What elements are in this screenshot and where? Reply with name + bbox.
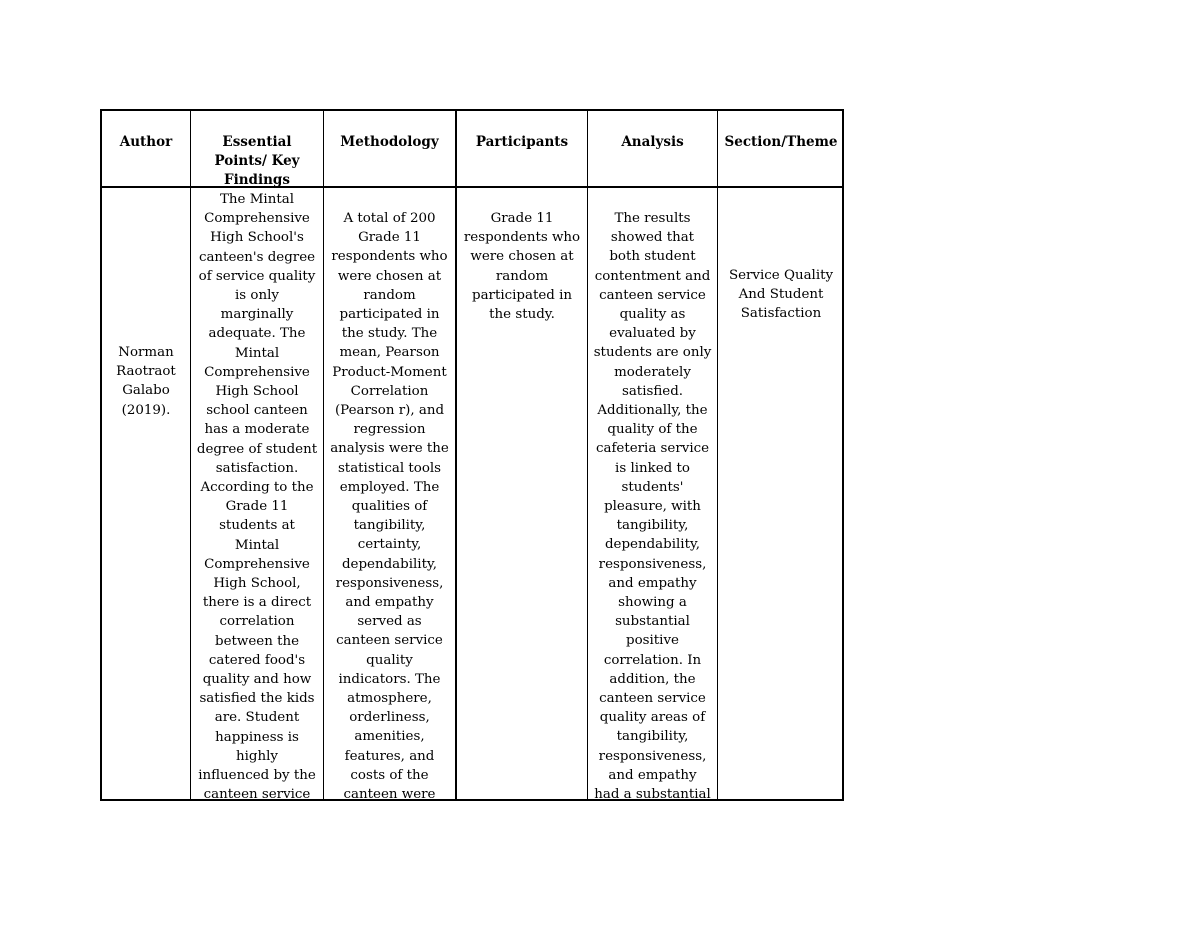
text-line: The Mintal bbox=[219, 192, 294, 207]
text-line: quality of the bbox=[607, 422, 698, 438]
text-line: certainty, bbox=[357, 537, 422, 553]
table-header-row bbox=[102, 111, 842, 188]
text-line: High School bbox=[215, 384, 299, 400]
text-line: is linked to bbox=[615, 460, 690, 476]
text-line: addition, the bbox=[609, 671, 696, 687]
cell-author bbox=[102, 188, 190, 801]
text-line: between the bbox=[215, 633, 299, 649]
text-line: quality and how bbox=[202, 672, 312, 688]
text-line: Essential bbox=[222, 134, 292, 150]
text-line: atmosphere, bbox=[347, 691, 432, 707]
text-line: participated in bbox=[472, 287, 572, 303]
text-line: Comprehensive bbox=[204, 211, 310, 227]
text-line: canteen were bbox=[343, 787, 436, 801]
text-line: of service quality bbox=[198, 268, 316, 284]
header-author bbox=[102, 111, 190, 186]
text-line: Norman bbox=[118, 345, 174, 360]
text-line: Comprehensive bbox=[204, 556, 310, 572]
text-line: there is a direct bbox=[202, 595, 312, 611]
cell-methodology bbox=[324, 188, 455, 801]
text-line: correlation. In bbox=[603, 652, 702, 668]
text-line: canteen service bbox=[203, 787, 311, 801]
text-line: contentment and bbox=[594, 268, 711, 284]
table-row bbox=[102, 188, 842, 801]
text-line: Grade 11 bbox=[358, 230, 421, 246]
text-line: happiness is bbox=[215, 729, 299, 745]
text-line: canteen service bbox=[599, 691, 706, 707]
text-line: tangibility, bbox=[353, 518, 426, 534]
text-line: (Pearson r), and bbox=[334, 403, 445, 419]
text-line: Additionally, the bbox=[597, 403, 708, 419]
text-line: Galabo bbox=[122, 383, 170, 399]
text-line: dependability, bbox=[341, 556, 437, 572]
text-line: were chosen at bbox=[470, 249, 574, 265]
text-line: the study. bbox=[489, 307, 555, 323]
text-line: qualities of bbox=[351, 499, 428, 515]
text-line: And Student bbox=[738, 287, 824, 303]
text-line: evaluated by bbox=[609, 326, 696, 342]
header-findings bbox=[191, 111, 323, 186]
text-line: responsiveness, bbox=[598, 748, 707, 764]
text-line: respondents who bbox=[331, 249, 448, 265]
text-line: quality areas of bbox=[599, 710, 706, 726]
text-line: canteen service bbox=[599, 287, 706, 303]
text-line: canteen service bbox=[336, 633, 443, 649]
text-line: costs of the bbox=[350, 767, 429, 783]
header-methodology bbox=[324, 111, 455, 186]
text-line: were chosen at bbox=[337, 268, 442, 284]
text-line: degree of student bbox=[196, 441, 318, 457]
text-line: showed that bbox=[610, 230, 695, 246]
text-line: students' bbox=[621, 479, 684, 495]
text-line: employed. The bbox=[339, 479, 440, 495]
text-line: pleasure, with bbox=[604, 499, 701, 515]
text-line: According to the bbox=[200, 480, 314, 496]
text-line: tangibility, bbox=[616, 518, 689, 534]
text-line: Correlation bbox=[350, 383, 429, 399]
text-line: the study. The bbox=[341, 326, 438, 342]
text-line: and empathy bbox=[608, 575, 697, 591]
text-line: regression bbox=[353, 422, 426, 438]
text-line: statistical tools bbox=[337, 460, 442, 476]
header-theme bbox=[718, 111, 842, 186]
text-line: catered food's bbox=[208, 652, 306, 668]
text-line: and empathy bbox=[345, 595, 434, 611]
text-line: Author bbox=[119, 134, 173, 150]
text-line: marginally bbox=[220, 307, 294, 323]
text-line: Analysis bbox=[621, 134, 684, 150]
text-line: has a moderate bbox=[204, 422, 310, 438]
text-line: had a substantial bbox=[594, 787, 711, 801]
text-line: random bbox=[495, 268, 549, 284]
text-line: influenced by the bbox=[198, 768, 316, 784]
text-line: respondents who bbox=[463, 230, 581, 246]
header-participants bbox=[457, 111, 587, 186]
text-line: Service Quality bbox=[728, 268, 834, 283]
text-line: satisfied. bbox=[621, 383, 684, 399]
text-line: adequate. The bbox=[208, 326, 306, 342]
cell-theme bbox=[718, 188, 842, 801]
text-line: canteen's degree bbox=[198, 249, 316, 265]
text-line: responsiveness, bbox=[335, 575, 444, 591]
text-line: school canteen bbox=[206, 403, 308, 419]
text-line: cafeteria service bbox=[595, 441, 710, 457]
text-line: students at bbox=[219, 518, 295, 534]
text-line: mean, Pearson bbox=[339, 345, 440, 361]
cell-findings bbox=[191, 188, 323, 801]
text-line: responsiveness, bbox=[598, 556, 707, 572]
text-line: Comprehensive bbox=[204, 364, 310, 380]
text-line: Mintal bbox=[234, 537, 280, 553]
text-line: indicators. The bbox=[338, 671, 441, 687]
text-line: moderately bbox=[614, 364, 691, 380]
text-line: both student bbox=[609, 249, 696, 265]
text-line: positive bbox=[626, 633, 679, 649]
text-line: quality bbox=[366, 652, 413, 668]
text-line: random bbox=[363, 287, 416, 303]
text-line: analysis were the bbox=[330, 441, 449, 457]
text-line: Methodology bbox=[340, 134, 439, 150]
text-line: tangibility, bbox=[616, 729, 689, 745]
text-line: Findings bbox=[224, 172, 290, 188]
text-line: is only bbox=[235, 288, 279, 304]
text-line: Participants bbox=[475, 134, 569, 150]
text-line: orderliness, bbox=[349, 710, 430, 726]
text-line: A total of 200 bbox=[343, 211, 436, 226]
text-line: dependability, bbox=[604, 537, 700, 553]
text-line: participated in bbox=[339, 307, 440, 323]
text-line: substantial bbox=[615, 614, 690, 630]
text-line: quality as bbox=[619, 307, 686, 323]
text-line: served as bbox=[357, 614, 422, 630]
text-line: Satisfaction bbox=[740, 306, 822, 322]
text-line: correlation bbox=[219, 614, 295, 630]
text-line: Product-Moment bbox=[332, 364, 447, 380]
text-line: showing a bbox=[618, 595, 687, 611]
cell-participants bbox=[457, 188, 587, 801]
text-line: The results bbox=[614, 211, 691, 226]
text-line: Grade 11 bbox=[490, 211, 554, 226]
text-line: Grade 11 bbox=[225, 499, 289, 515]
text-line: features, and bbox=[344, 748, 435, 764]
header-analysis bbox=[588, 111, 717, 186]
text-line: and empathy bbox=[608, 767, 697, 783]
text-line: amenities, bbox=[354, 729, 425, 745]
text-line: Mintal bbox=[234, 345, 280, 361]
literature-table bbox=[100, 109, 844, 801]
text-line: students are only bbox=[593, 345, 712, 361]
text-line: Section/Theme bbox=[724, 134, 838, 150]
text-line: Raotraot bbox=[116, 364, 176, 380]
text-line: are. Student bbox=[214, 710, 300, 726]
text-line: satisfaction. bbox=[215, 460, 299, 476]
text-line: highly bbox=[236, 748, 278, 764]
text-line: Points/ Key bbox=[214, 153, 300, 169]
cell-analysis bbox=[588, 188, 717, 801]
text-line: satisfied the kids bbox=[199, 691, 315, 707]
text-line: High School's bbox=[210, 230, 304, 246]
text-line: High School, bbox=[213, 576, 301, 592]
text-line: (2019). bbox=[121, 402, 171, 418]
